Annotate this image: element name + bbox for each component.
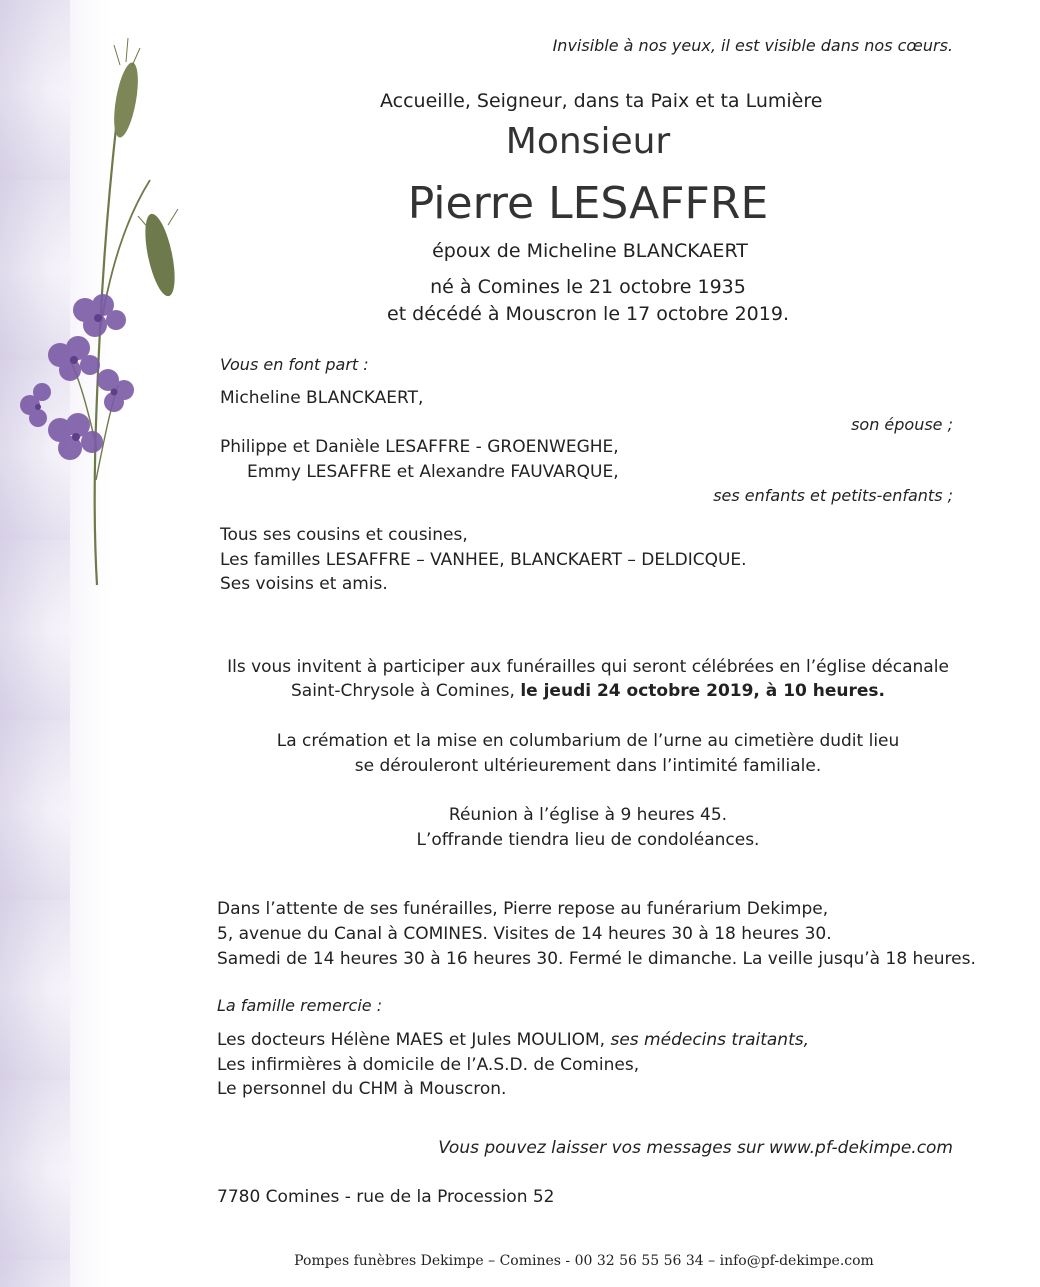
thanks-line-1 — [217, 1030, 809, 1050]
announcer-children-2: Emmy LESAFFRE et Alexandre FAUVARQUE, — [247, 462, 619, 482]
thanks-line-3: Le personnel du CHM à Mouscron. — [217, 1079, 507, 1099]
thanks-heading: La famille remercie : — [217, 996, 383, 1015]
footer-contact: Pompes funèbres Dekimpe – Comines - 00 32 56 55 56 34 – info@pf-dekimpe.com — [294, 1253, 874, 1269]
address: 7780 Comines - rue de la Procession 52 — [217, 1187, 555, 1207]
prayer: Accueille, Seigneur, dans ta Paix et ta Lumière — [380, 90, 823, 112]
reunion-line-1: Réunion à l’église à 9 heures 45. — [448, 805, 728, 825]
children-role: ses enfants et petits-enfants ; — [713, 486, 953, 505]
announcers-heading: Vous en font part : — [220, 355, 369, 374]
spouse-role: son épouse ; — [851, 415, 953, 434]
birth-line: né à Comines le 21 octobre 1935 — [430, 276, 746, 298]
thanks-doctors-role: ses médecins traitants, — [610, 1030, 809, 1050]
honorific: Monsieur — [505, 121, 671, 162]
thanks-line-2: Les infirmières à domicile de l’A.S.D. de Comines, — [217, 1055, 640, 1075]
cremation-line-1: La crémation et la mise en columbarium de l’urne au cimetière dudit lieu — [276, 731, 900, 751]
visitation-line-1: Dans l’attente de ses funérailles, Pierre repose au funérarium Dekimpe, — [217, 899, 829, 919]
messages-line: Vous pouvez laisser vos messages sur www.pf-dekimpe.com — [438, 1138, 953, 1158]
announcer-other-3: Ses voisins et amis. — [220, 574, 388, 594]
funeral-line-1: Ils vous invitent à participer aux funérailles qui seront célébrées en l’église décanale — [227, 657, 949, 677]
cremation-line-2: se dérouleront ultérieurement dans l’intimité familiale. — [354, 756, 822, 776]
funeral-datetime: le jeudi 24 octobre 2019, à 10 heures. — [520, 681, 885, 701]
announcer-other-1: Tous ses cousins et cousines, — [220, 525, 468, 545]
death-line: et décédé à Mouscron le 17 octobre 2019. — [387, 303, 789, 325]
epigraph: Invisible à nos yeux, il est visible dans nos cœurs. — [552, 36, 953, 55]
announcer-spouse: Micheline BLANCKAERT, — [220, 388, 424, 408]
visitation-line-2: 5, avenue du Canal à COMINES. Visites de 14 heures 30 à 18 heures 30. — [217, 924, 832, 944]
deceased-name: Pierre LESAFFRE — [407, 178, 769, 229]
thanks-doctors: Les docteurs Hélène MAES et Jules MOULIOM, — [217, 1030, 611, 1050]
announcer-other-2: Les familles LESAFFRE – VANHEE, BLANCKAERT – DELDICQUE. — [220, 550, 747, 570]
spouse-line: époux de Micheline BLANCKAERT — [432, 240, 748, 262]
reunion-line-2: L’offrande tiendra lieu de condoléances. — [416, 830, 760, 850]
funeral-line-2 — [0, 681, 1040, 701]
funeral-place: Saint-Chrysole à Comines, — [291, 681, 521, 701]
visitation-line-3: Samedi de 14 heures 30 à 16 heures 30. Fermé le dimanche. La veille jusqu’à 18 heures. — [217, 949, 976, 969]
announcer-children-1: Philippe et Danièle LESAFFRE - GROENWEGHE, — [220, 437, 619, 457]
